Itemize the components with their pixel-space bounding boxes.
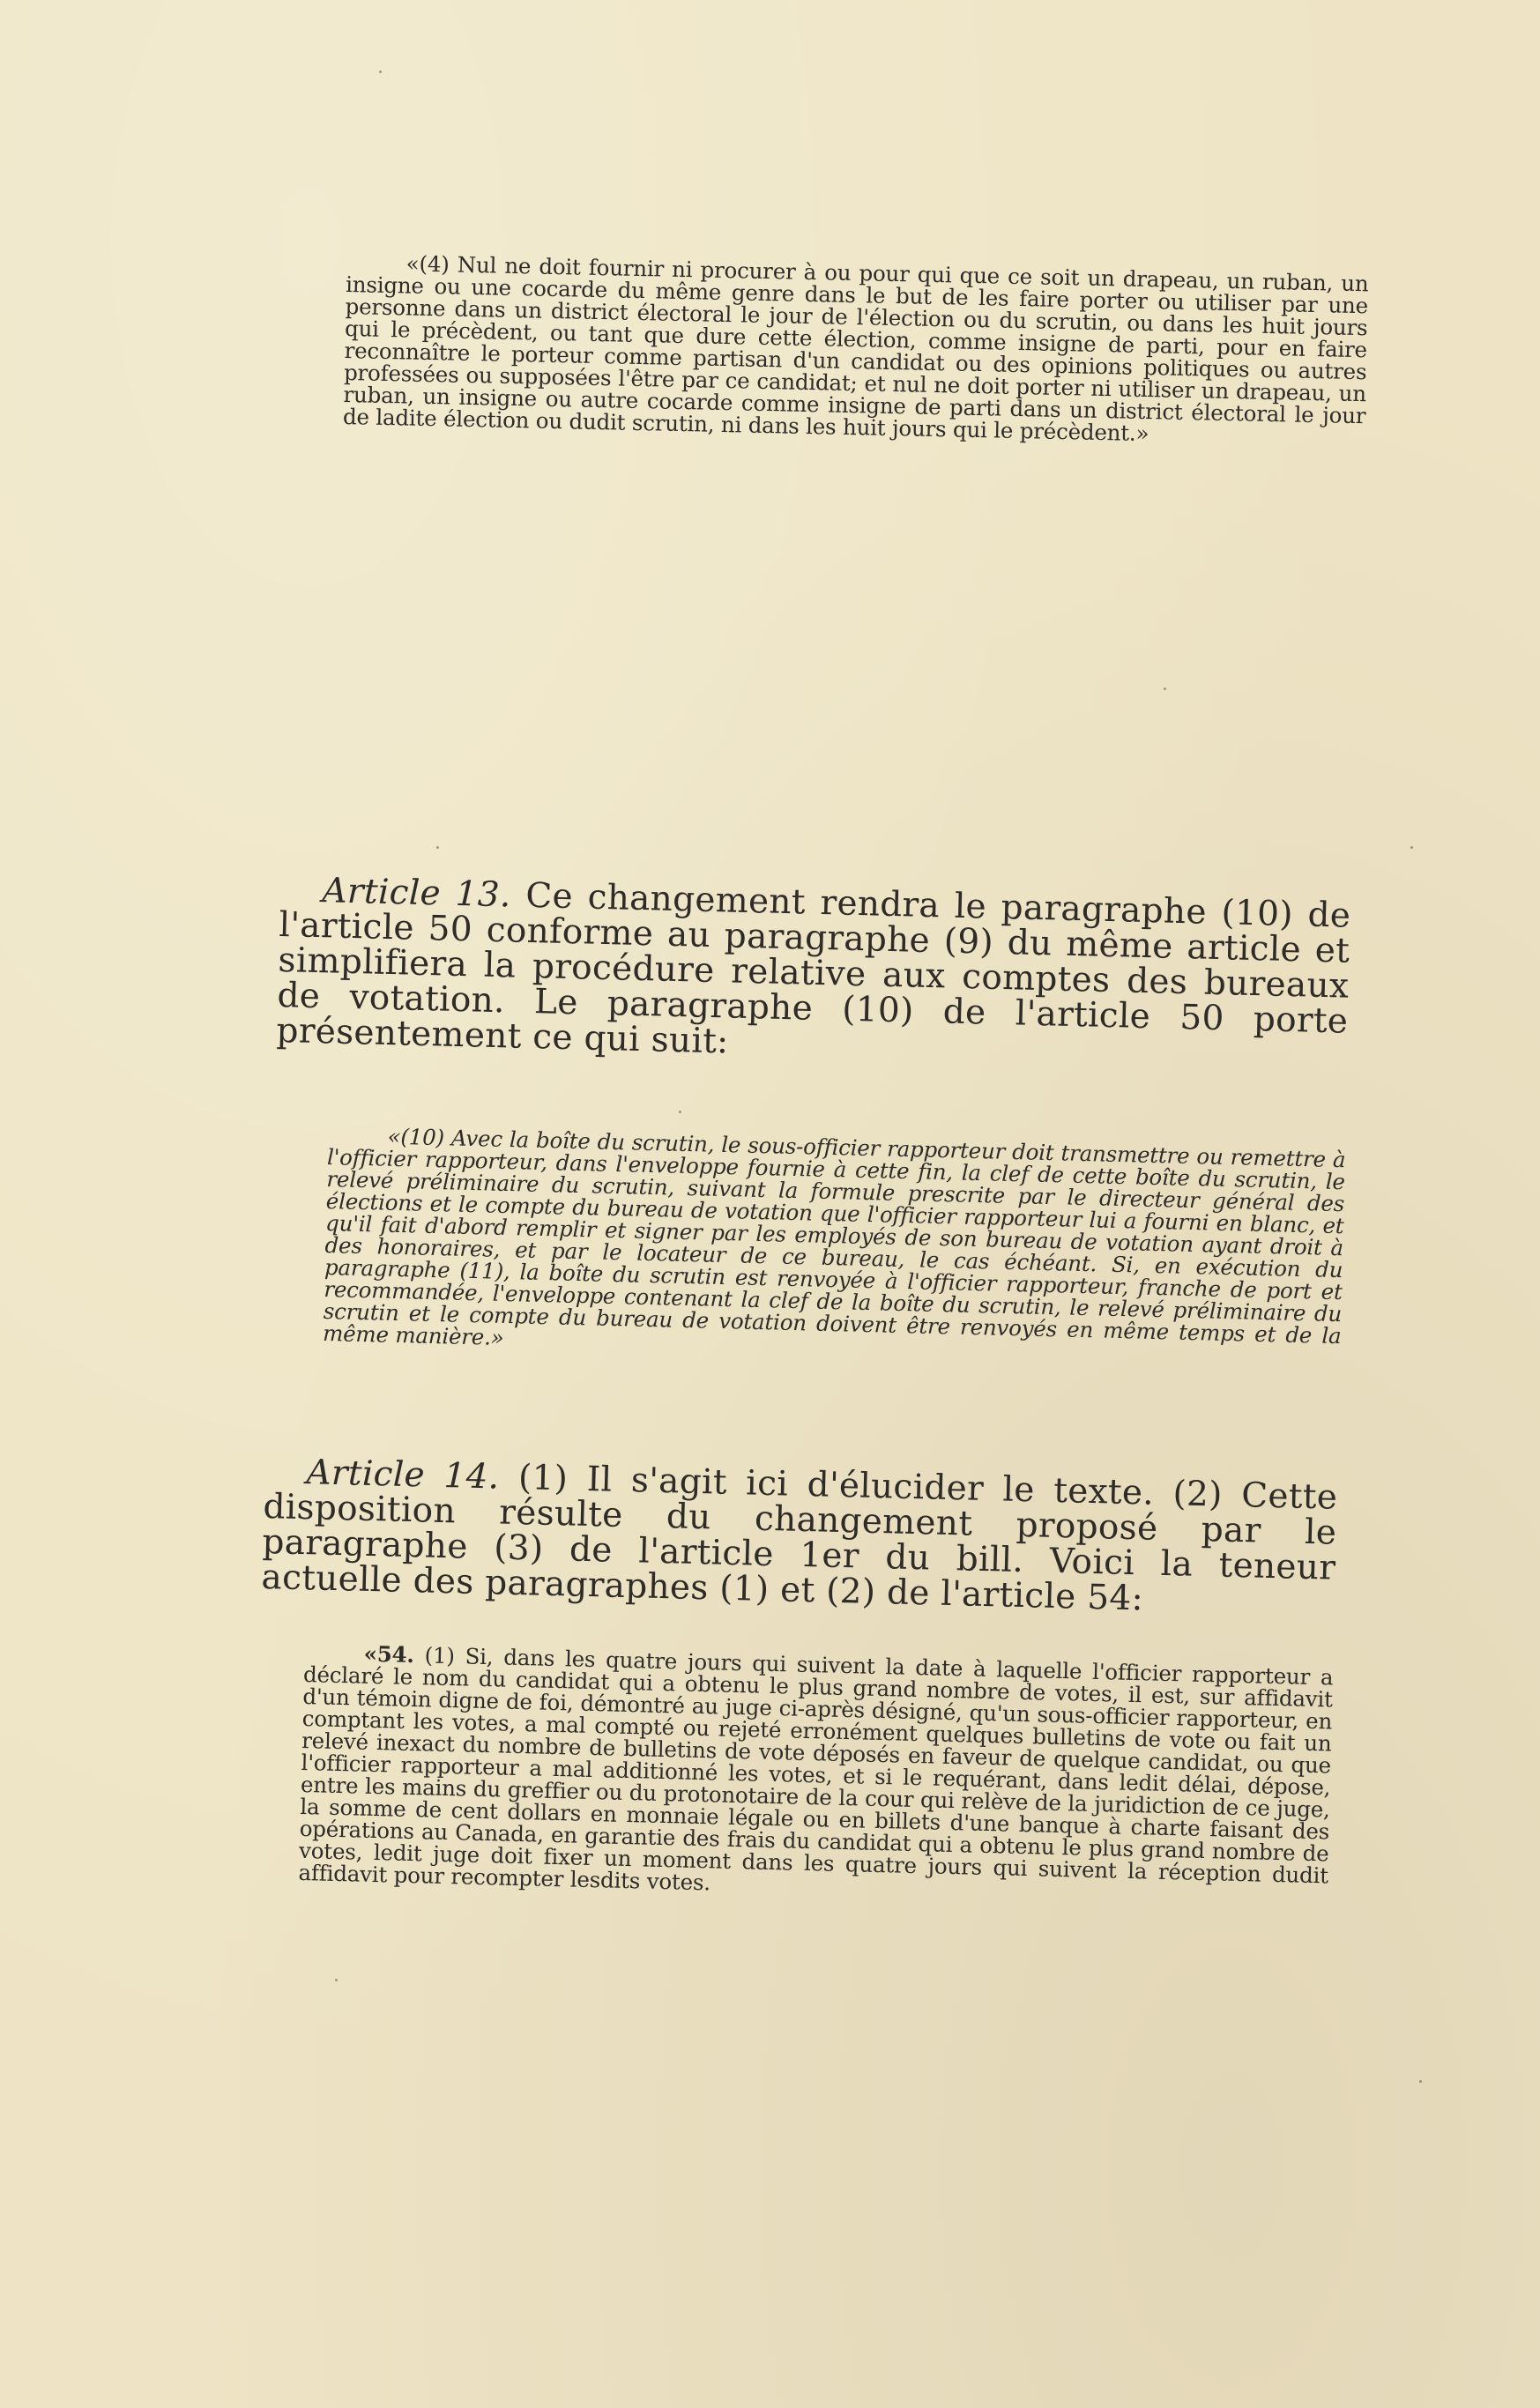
article-13-text: Ce changement rendra le paragraphe (10) de l'article 50 conforme au paragraphe (9) du même article et simplifiera la procédure relative aux comptes des bureaux de votation. Le paragraphe (10) de l'article 50 porte présentement ce qui suit: [276,875,1351,1062]
article-14-section [261,1454,1338,1622]
paper-speck [436,846,439,849]
paper-speck [1164,687,1166,690]
quote-paragraph-10-text: «(10) Avec la boîte du scrutin, le sous-officier rapporteur doit transmettre ou remettre à l'officier rapporteur, dans l'enveloppe fournie à cette fin, la clef de cette boîte du scrutin, le relevé préliminaire du scrutin, suivant la formule prescrite par le directeur général des élections et le compte du bureau de votation que l'officier rapporteur lui a fourni en blanc, et qu'il fait d'abord remplir et signer par les employés de son bureau de votation ayant droit à des honoraires, et par le locateur de ce bureau, le cas échéant. Si, en exécution du paragraphe (11), la boîte du scrutin est renvoyée à l'officier rapporteur, franche de port et recommandée, l'enveloppe contenant la clef de la boîte du scrutin, le relevé préliminaire du scrutin et le compte du bureau de votation doivent être renvoyés en même temps et de la même manière.» [322,1123,1346,1350]
quote-article-54 [298,1641,1333,1908]
article-54-text: (1) Si, dans les quatre jours qui suivent la date à laquelle l'officier rapporteur a déclaré le nom du candidat qui a obtenu le plus grand nombre de votes, il est, sur affidavit d'un témoin digne de foi, démontré au juge ci-après désigné, qu'un sous-officier rapporteur, en comptant les votes, a mal compté ou rejeté erronément quelques bulletins de vote ou fait un relevé inexact du nombre de bulletins de vote déposés en faveur de quelque candidat, ou que l'officier rapporteur a mal additionné les votes, et si le requérant, dans ledit délai, dépose, entre les mains du greffier ou du protonotaire de la cour qui relève de la juridiction de ce juge, la somme de cent dollars en monnaie légale ou en billets d'une banque à charte faisant des opérations au Canada, en garantie des frais du candidat qui a obtenu le plus grand nombre de votes, ledit juge doit fixer un moment dans les quatre jours qui suivent la réception dudit affidavit pour recompter lesdits votes. [298,1642,1334,1896]
article-13-label: Article 13. [321,871,512,916]
paper-speck [379,71,382,73]
article-13-section [276,873,1351,1075]
paper-speck [679,1111,681,1113]
article-54-number: «54. [363,1640,415,1669]
paper-speck [1410,846,1413,849]
quote-paragraph-4 [343,251,1369,449]
paper-speck [335,1979,338,1981]
article-14-label: Article 14. [305,1453,500,1498]
article-14-text: (1) Il s'agit ici d'élucider le texte. (2) Cette disposition résulte du changement proposé par le paragraphe (3) de l'article 1er du bill. Voici la teneur actuelle des paragraphes (1) et (2) de l'article 54: [261,1458,1338,1619]
paper-speck [1419,2080,1422,2083]
quote-paragraph-4-text: «(4) Nul ne doit fournir ni procurer à ou pour qui que ce soit un drapeau, un ruban, un insigne ou une cocarde du même genre dans le but de les faire porter ou utiliser par une personne dans un district électoral le jour de l'élection ou du scrutin, ou dans les huit jours qui le précèdent, ou tant que dure cette élection, comme insigne de parti, pour en faire reconnaître le porteur comme partisan d'un candidat ou des opinions politiques ou autres professées ou supposées l'être par ce candidat; et nul ne doit porter ni utiliser un drapeau, un ruban, un insigne ou autre cocarde comme insigne de parti dans un district électoral le jour de ladite élection ou dudit scrutin, ni dans les huit jours qui le précèdent.» [342,250,1369,447]
quote-paragraph-10 [323,1124,1346,1369]
